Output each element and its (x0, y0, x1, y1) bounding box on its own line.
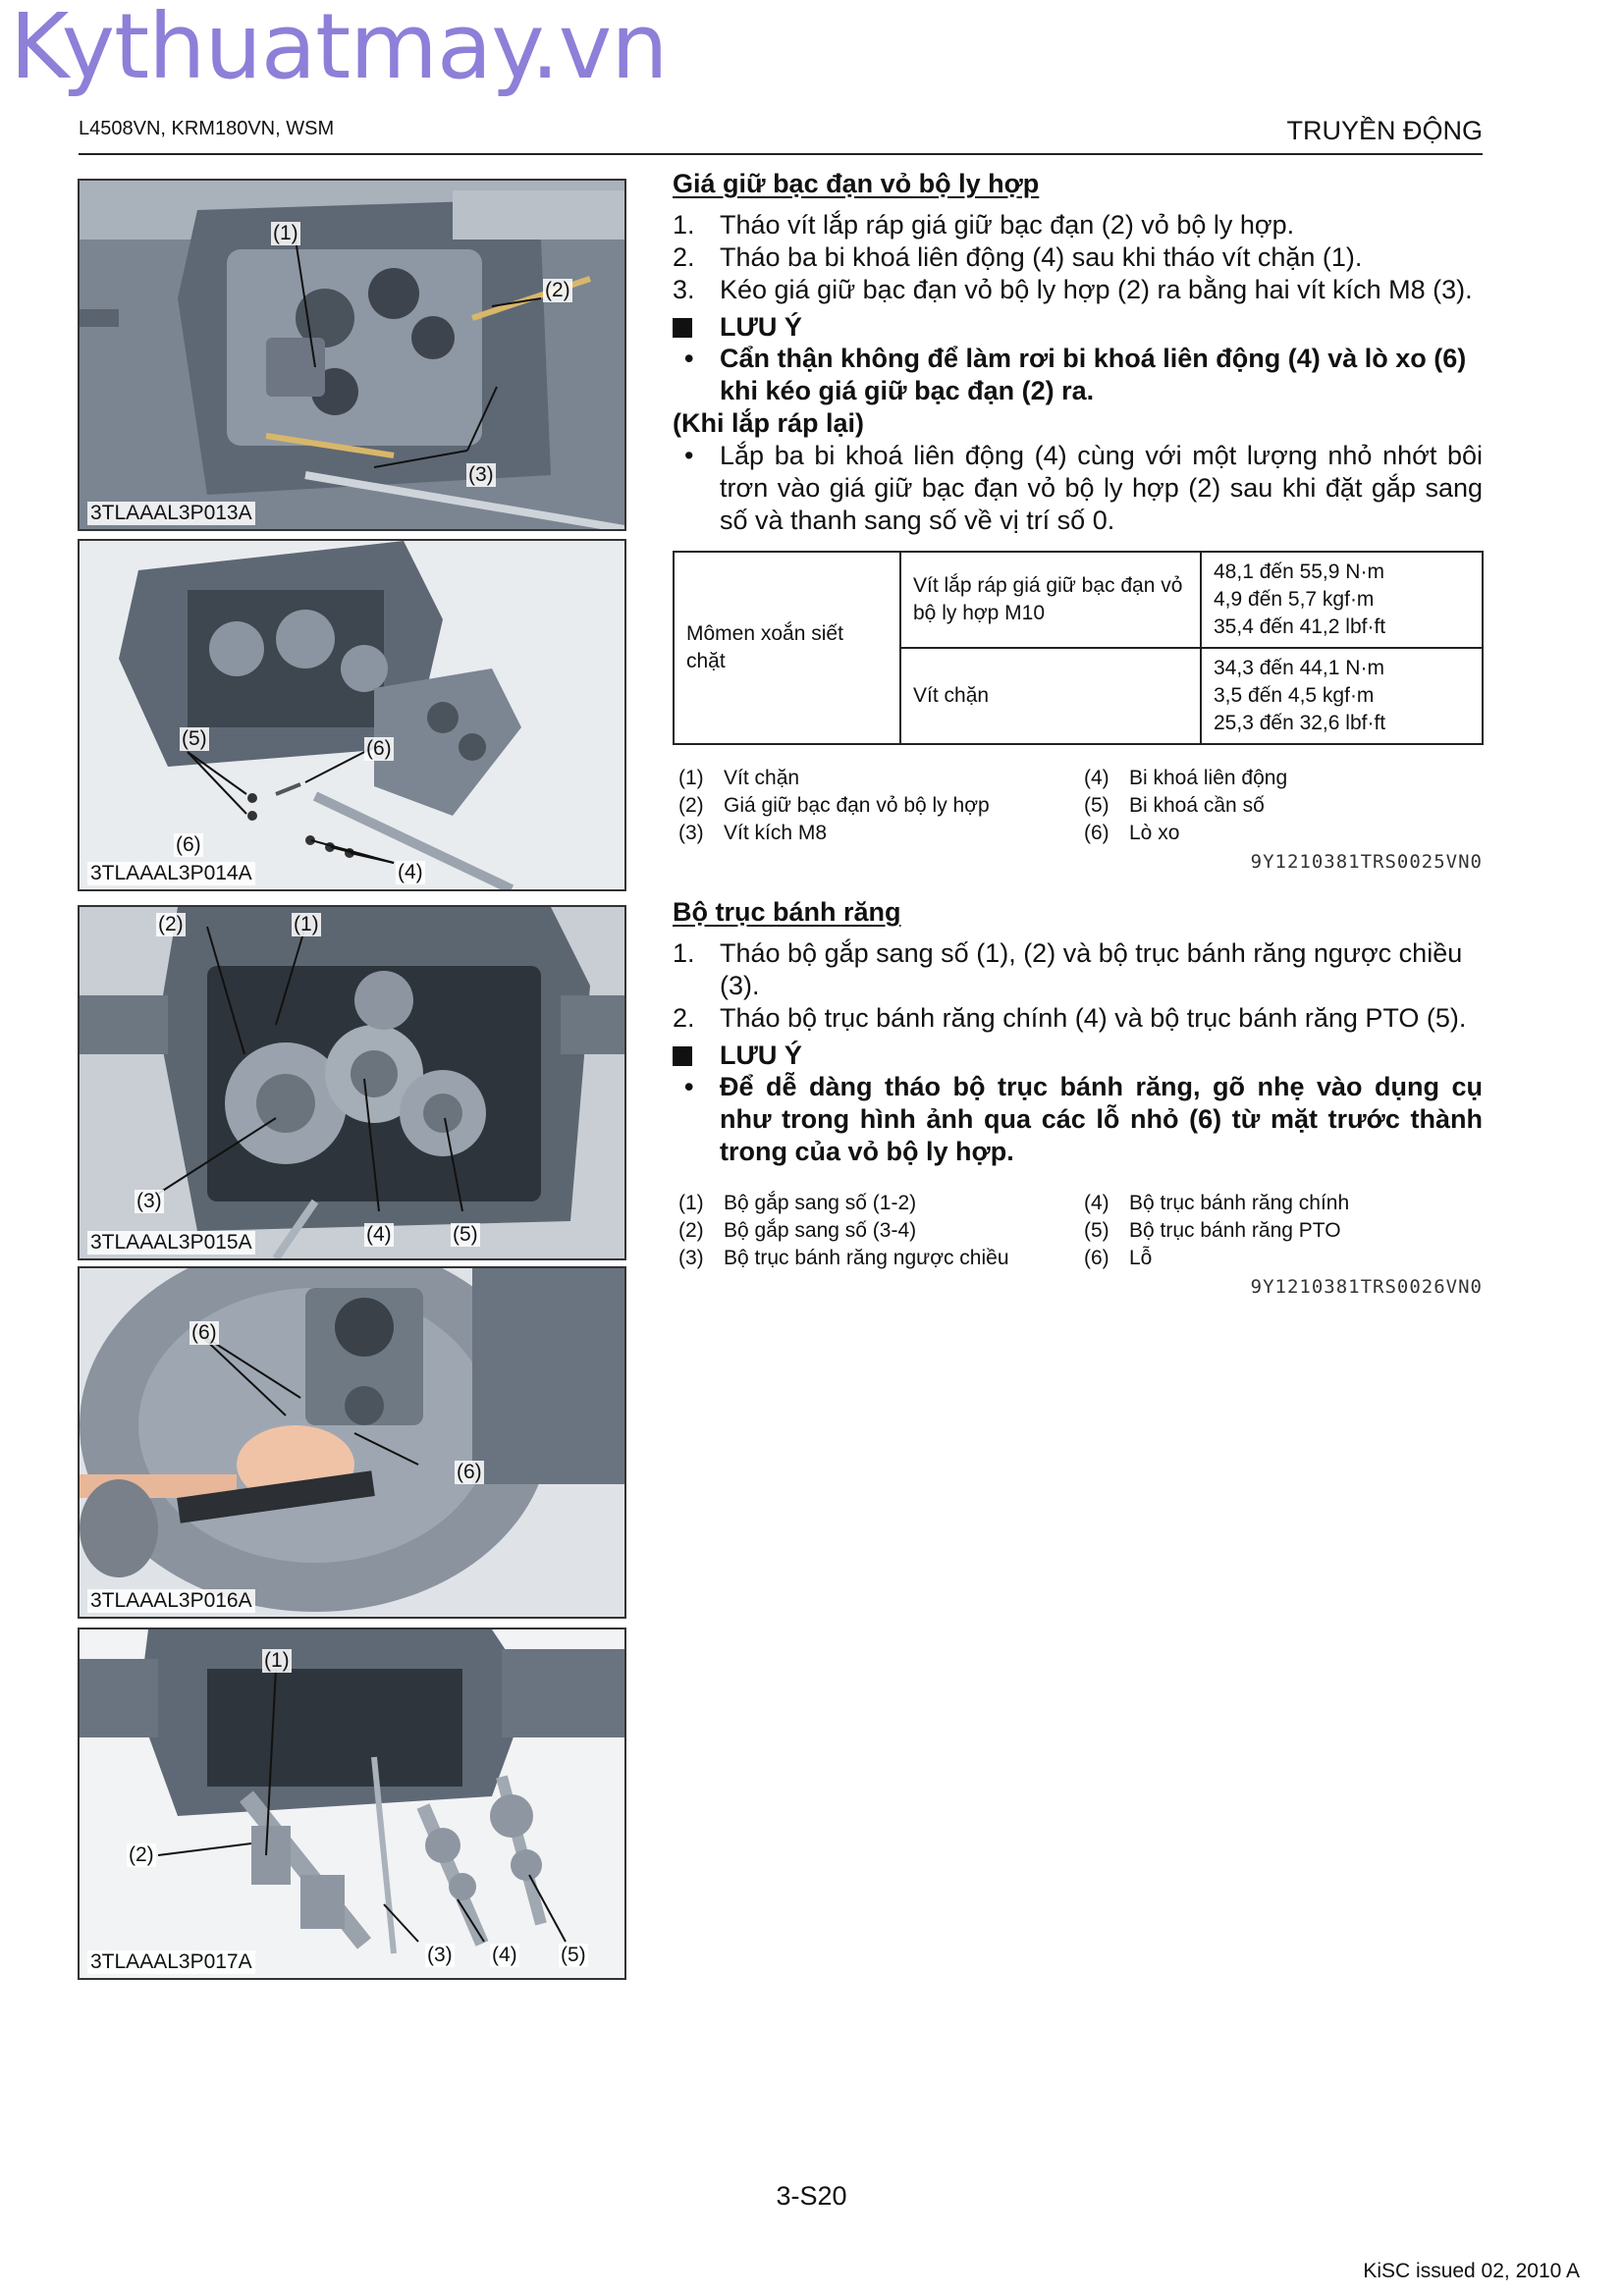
torque-item: Vít lắp ráp giá giữ bạc đạn vỏ bộ ly hợp M10 (900, 552, 1201, 648)
callout: (6) (176, 833, 201, 856)
reassembly-heading: (Khi lắp ráp lại) (673, 408, 865, 438)
section-bearing-holder (673, 169, 1483, 873)
legend (673, 1190, 1483, 1272)
photo-5-illustration (80, 1629, 624, 1978)
reference-code: 9Y1210381TRS0026VN0 (1250, 1276, 1483, 1298)
callout: (5) (182, 727, 207, 750)
reference-code: 9Y1210381TRS0025VN0 (1250, 851, 1483, 873)
step-item: 1. Tháo bộ gắp sang số (1), (2) và bộ trục bánh răng ngược chiều (3). (673, 938, 1463, 1000)
photo-tapping-holes (78, 1266, 626, 1619)
callout: (5) (453, 1223, 478, 1246)
page-number: 3-S20 (776, 2181, 847, 2211)
torque-values: 34,3 đến 44,1 N·m 3,5 đến 4,5 kgf·m 25,3 đến 32,6 lbf·ft (1201, 648, 1483, 744)
legend-item: (5) Bộ trục bánh răng PTO (1084, 1219, 1341, 1242)
legend-item: (6) Lỗ (1084, 1247, 1153, 1269)
torque-label: Mômen xoắn siết chặt (674, 552, 900, 744)
square-bullet-icon (673, 318, 692, 338)
square-bullet-icon (673, 1046, 692, 1066)
callout: (1) (264, 1649, 290, 1672)
photo-caption: 3TLAAAL3P013A (87, 502, 255, 525)
photo-caption: 3TLAAAL3P014A (87, 862, 255, 885)
callout: (2) (129, 1843, 154, 1866)
legend-item: (5) Bi khoá cần số (1084, 794, 1265, 817)
callout: (2) (158, 913, 184, 935)
photo-4-illustration (80, 1268, 624, 1617)
photo-removed-shafts (78, 1628, 626, 1980)
photo-clutch-bearing-holder (78, 179, 626, 531)
section-title: Bộ trục bánh răng (673, 897, 901, 927)
photo-2-illustration (80, 541, 624, 889)
callout: (4) (366, 1223, 392, 1246)
callout: (1) (294, 913, 319, 935)
reassembly-bullet: • Lắp ba bi khoá liên động (4) cùng với một lượng nhỏ nhớt bôi trơn vào giá giữ bạc đạn vỏ bộ ly hợp (2) sau khi đặt gắp sang số và thanh sang số về vị trí số 0. (684, 441, 1483, 535)
legend-item: (3) Vít kích M8 (678, 822, 828, 844)
step-item: 3. Kéo giá giữ bạc đạn vỏ bộ ly hợp (2) ra bằng hai vít kích M8 (3). (673, 275, 1473, 304)
step-list (673, 209, 1483, 306)
photo-caption: 3TLAAAL3P015A (87, 1231, 255, 1255)
photo-caption: 3TLAAAL3P016A (87, 1589, 255, 1613)
legend-item: (4) Bộ trục bánh răng chính (1084, 1192, 1350, 1214)
callout: (3) (136, 1190, 162, 1212)
legend-item: (1) Vít chặn (678, 767, 800, 789)
step-item: 1. Tháo vít lắp ráp giá giữ bạc đạn (2) vỏ bộ ly hợp. (673, 210, 1295, 240)
photo-interlock-balls (78, 539, 626, 891)
note-bullet: • Cẩn thận không để làm rơi bi khoá liên động (4) và lò xo (6) khi kéo giá giữ bạc đạn (2) ra. (684, 344, 1467, 405)
callout: (1) (273, 222, 298, 244)
legend-item: (2) Giá giữ bạc đạn vỏ bộ ly hợp (678, 794, 990, 817)
legend (673, 765, 1483, 847)
issue-footer: KiSC issued 02, 2010 A (1363, 2260, 1580, 2282)
callout: (6) (366, 737, 392, 760)
torque-values: 48,1 đến 55,9 N·m 4,9 đến 5,7 kgf·m 35,4 đến 41,2 lbf·ft (1201, 552, 1483, 648)
section-gear-shafts (673, 897, 1483, 1298)
callout: (6) (191, 1321, 217, 1344)
step-item: 2. Tháo ba bi khoá liên động (4) sau khi tháo vít chặn (1). (673, 242, 1363, 272)
callout: (4) (492, 1944, 517, 1966)
photo-caption: 3TLAAAL3P017A (87, 1950, 255, 1974)
header-chapter: TRUYỀN ĐỘNG (1286, 116, 1483, 145)
photo-gear-shaft-set (78, 905, 626, 1260)
watermark: Kythuatmay.vn (10, 0, 668, 99)
step-item: 2. Tháo bộ trục bánh răng chính (4) và bộ trục bánh răng PTO (5). (673, 1003, 1467, 1033)
section-title: Giá giữ bạc đạn vỏ bộ ly hợp (673, 169, 1040, 198)
note-heading: LƯU Ý (673, 312, 1483, 343)
torque-table (673, 551, 1484, 745)
step-list (673, 937, 1483, 1035)
note-heading: LƯU Ý (673, 1041, 1483, 1071)
legend-item: (4) Bi khoá liên động (1084, 767, 1288, 789)
legend-item: (3) Bộ trục bánh răng ngược chiều (678, 1247, 1009, 1269)
note-bullet: • Để dễ dàng tháo bộ trục bánh răng, gõ nhẹ vào dụng cụ như trong hình ảnh qua các lỗ nhỏ (6) từ mặt trước thành trong của vỏ bộ ly hợp. (684, 1072, 1483, 1166)
legend-item: (2) Bộ gắp sang số (3-4) (678, 1219, 917, 1242)
legend-item: (1) Bộ gắp sang số (1-2) (678, 1192, 917, 1214)
callout: (2) (545, 279, 570, 301)
callout: (3) (427, 1944, 453, 1966)
photo-1-illustration (80, 181, 624, 529)
legend-item: (6) Lò xo (1084, 822, 1180, 844)
callout: (5) (561, 1944, 586, 1966)
callout: (3) (468, 463, 494, 486)
callout: (6) (457, 1461, 482, 1483)
header-model: L4508VN, KRM180VN, WSM (79, 118, 335, 139)
header-rule (79, 153, 1483, 155)
torque-item: Vít chặn (900, 648, 1201, 744)
callout: (4) (398, 861, 423, 883)
